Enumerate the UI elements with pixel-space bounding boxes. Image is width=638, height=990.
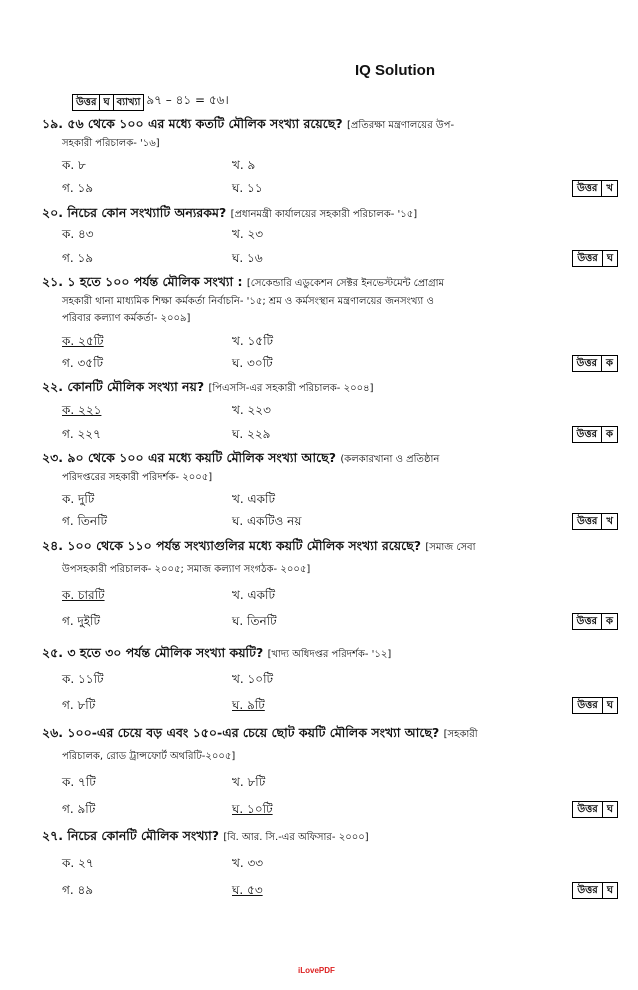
footer-watermark: iLovePDF — [298, 966, 335, 975]
question-text: ৫৬ থেকে ১০০ এর মধ্যে কতটি মৌলিক সংখ্যা রয়েছে? — [67, 116, 343, 131]
question-number: ২৪. — [42, 538, 63, 553]
option-ga: গ. ৮টি — [62, 698, 96, 712]
question-source-cont: পরিদপ্তরের সহকারী পরিদর্শক- ২০০৫] — [62, 472, 213, 483]
option-ga: গ. ২২৭ — [62, 427, 101, 441]
question-number: ২১. — [42, 274, 63, 289]
answer-value: ক — [606, 429, 613, 440]
option-gha: ঘ. ৩০টি — [232, 356, 273, 370]
question-number: ২২. — [42, 379, 64, 394]
question-source-cont: সহকারী থানা মাধ্যমিক শিক্ষা কর্মকর্তা নির্বাচনি- '১৫; শ্রম ও কর্মসংস্থান মন্ত্রণালয়ের জনসংখ্যা ও — [62, 296, 434, 307]
option-ga: গ. দুইটি — [62, 614, 101, 628]
option-kha: খ. ২২৩ — [232, 403, 271, 417]
answer-explanation-box — [72, 94, 144, 111]
answer-label: উত্তর — [573, 514, 602, 529]
option-gha: ঘ. একটিও নয় — [232, 514, 302, 528]
option-kha: খ. ১৫টি — [232, 334, 274, 348]
page-header: IQ Solution — [355, 62, 435, 79]
option-ka: ক. চারটি — [62, 588, 105, 602]
option-kha: খ. একটি — [232, 588, 276, 602]
answer-box — [572, 882, 618, 899]
question-source: [প্রধানমন্ত্রী কার্যালয়ের সহকারী পরিচালক- '১৫] — [230, 209, 418, 220]
answer-value: ঘ — [606, 700, 613, 711]
question-19 — [42, 114, 597, 152]
option-gha: ঘ. ২২৯ — [232, 427, 271, 441]
question-source: [পিএসসি-এর সহকারী পরিচালক- ২০০৪] — [208, 383, 374, 394]
question-text: নিচের কোন সংখ্যাটি অন্যরকম? — [67, 205, 227, 220]
option-ka: ক. ৪৩ — [62, 227, 94, 241]
option-ga: গ. তিনটি — [62, 514, 108, 528]
answer-value: ঘ — [606, 885, 613, 896]
answer-value: ঘ — [100, 95, 113, 110]
option-ka: ক. ৮ — [62, 158, 86, 172]
question-source-cont: উপসহকারী পরিচালক- ২০০৫; সমাজ কল্যাণ সংগঠক- ২০০৫] — [62, 564, 311, 575]
option-gha: ঘ. ১৬ — [232, 251, 263, 265]
question-21 — [42, 272, 597, 327]
answer-value: ক — [606, 616, 613, 627]
option-gha: ঘ. ১১ — [232, 181, 263, 195]
answer-box — [572, 613, 618, 630]
question-number: ২৬. — [42, 725, 64, 740]
answer-value: খ — [606, 516, 613, 527]
question-number: ২৩. — [42, 450, 64, 465]
question-25 — [42, 643, 597, 664]
answer-label: উত্তর — [73, 95, 100, 110]
answer-label: উত্তর — [573, 356, 602, 371]
option-ka: ক. ২৭ — [62, 856, 94, 870]
answer-label: উত্তর — [573, 427, 602, 442]
option-ka: ক. ১১টি — [62, 672, 104, 686]
explanation-label: ব্যাখ্যা — [116, 96, 141, 108]
answer-value: ক — [606, 358, 613, 369]
question-source-cont: সহকারী পরিচালক- '১৬] — [62, 138, 160, 149]
option-ka: ক. ২২১ — [62, 403, 102, 417]
question-text: ৯০ থেকে ১০০ এর মধ্যে কয়টি মৌলিক সংখ্যা আছে? — [67, 450, 336, 465]
question-source: [প্রতিরক্ষা মন্ত্রণালয়ের উপ- — [346, 120, 455, 131]
answer-label: উত্তর — [573, 698, 602, 713]
option-ka: ক. দুটি — [62, 492, 95, 506]
question-source-cont: পরিচালক, রোড ট্রান্সফোর্ট অথরিটি-২০০৫] — [62, 751, 236, 762]
answer-value: ঘ — [606, 804, 613, 815]
intro-line — [72, 92, 229, 112]
question-source: [বি. আর. সি.-এর অফিসার- ২০০০] — [223, 832, 369, 843]
explanation-text: ৯৭ – ৪১ = ৫৬। — [146, 93, 229, 107]
question-20 — [42, 203, 597, 224]
answer-box — [572, 250, 618, 267]
option-kha: খ. ৯ — [232, 158, 256, 172]
option-ka: ক. ২৫টি — [62, 334, 104, 348]
option-ga: গ. ৪৯ — [62, 883, 94, 897]
answer-label: উত্তর — [573, 883, 602, 898]
option-kha: খ. একটি — [232, 492, 276, 506]
answer-value: ঘ — [606, 253, 613, 264]
answer-value: খ — [606, 183, 613, 194]
question-number: ২৭. — [42, 828, 64, 843]
answer-box — [572, 180, 618, 197]
question-text: ১০০-এর চেয়ে বড় এবং ১৫০-এর চেয়ে ছোট কয়টি মৌলিক সংখ্যা আছে? — [67, 725, 440, 740]
option-kha: খ. ১০টি — [232, 672, 274, 686]
option-gha: ঘ. তিনটি — [232, 614, 277, 628]
answer-label: উত্তর — [573, 802, 602, 817]
option-gha: ঘ. ১০টি — [232, 802, 273, 816]
question-number: ১৯. — [42, 116, 63, 131]
option-ga: গ. ১৯ — [62, 251, 94, 265]
answer-label: উত্তর — [573, 181, 602, 196]
option-ga: গ. ১৯ — [62, 181, 94, 195]
option-gha: ঘ. ৯টি — [232, 698, 265, 712]
answer-box — [572, 801, 618, 818]
option-gha: ঘ. ৫৩ — [232, 883, 263, 897]
question-source: [সহকারী — [443, 729, 478, 740]
question-source: (কলকারখানা ও প্রতিষ্ঠান — [340, 454, 440, 465]
question-27 — [42, 826, 597, 847]
answer-box — [572, 355, 618, 372]
question-source-cont: পরিবার কল্যাণ কর্মকর্তা- ২০০৯] — [62, 313, 191, 324]
option-kha: খ. ৮টি — [232, 775, 266, 789]
answer-label: উত্তর — [573, 614, 602, 629]
option-ga: গ. ৩৫টি — [62, 356, 104, 370]
answer-box — [572, 697, 618, 714]
question-text: কোনটি মৌলিক সংখ্যা নয়? — [67, 379, 205, 394]
question-source: [খাদ্য অধিদপ্তর পরিদর্শক- '১২] — [267, 649, 392, 660]
option-kha: খ. ৩৩ — [232, 856, 264, 870]
question-22 — [42, 377, 597, 398]
question-source: [সেকেন্ডারি এডুকেশন সেক্টর ইনভেস্টমেন্ট প্রোগ্রাম — [246, 278, 445, 289]
option-ga: গ. ৯টি — [62, 802, 96, 816]
question-text: নিচের কোনটি মৌলিক সংখ্যা? — [67, 828, 219, 843]
question-26 — [42, 723, 597, 765]
answer-box — [572, 426, 618, 443]
option-ka: ক. ৭টি — [62, 775, 96, 789]
question-text: ১০০ থেকে ১১০ পর্যন্ত সংখ্যাগুলির মধ্যে কয়টি মৌলিক সংখ্যা রয়েছে? — [67, 538, 421, 553]
question-source: [সমাজ সেবা — [425, 542, 476, 553]
question-number: ২৫. — [42, 645, 63, 660]
answer-label: উত্তর — [573, 251, 602, 266]
question-text: ১ হতে ১০০ পর্যন্ত মৌলিক সংখ্যা : — [67, 274, 243, 289]
question-23 — [42, 448, 597, 486]
question-text: ৩ হতে ৩০ পর্যন্ত মৌলিক সংখ্যা কয়টি? — [67, 645, 264, 660]
answer-box — [572, 513, 618, 530]
question-24 — [42, 536, 597, 578]
question-number: ২০. — [42, 205, 64, 220]
option-kha: খ. ২৩ — [232, 227, 264, 241]
